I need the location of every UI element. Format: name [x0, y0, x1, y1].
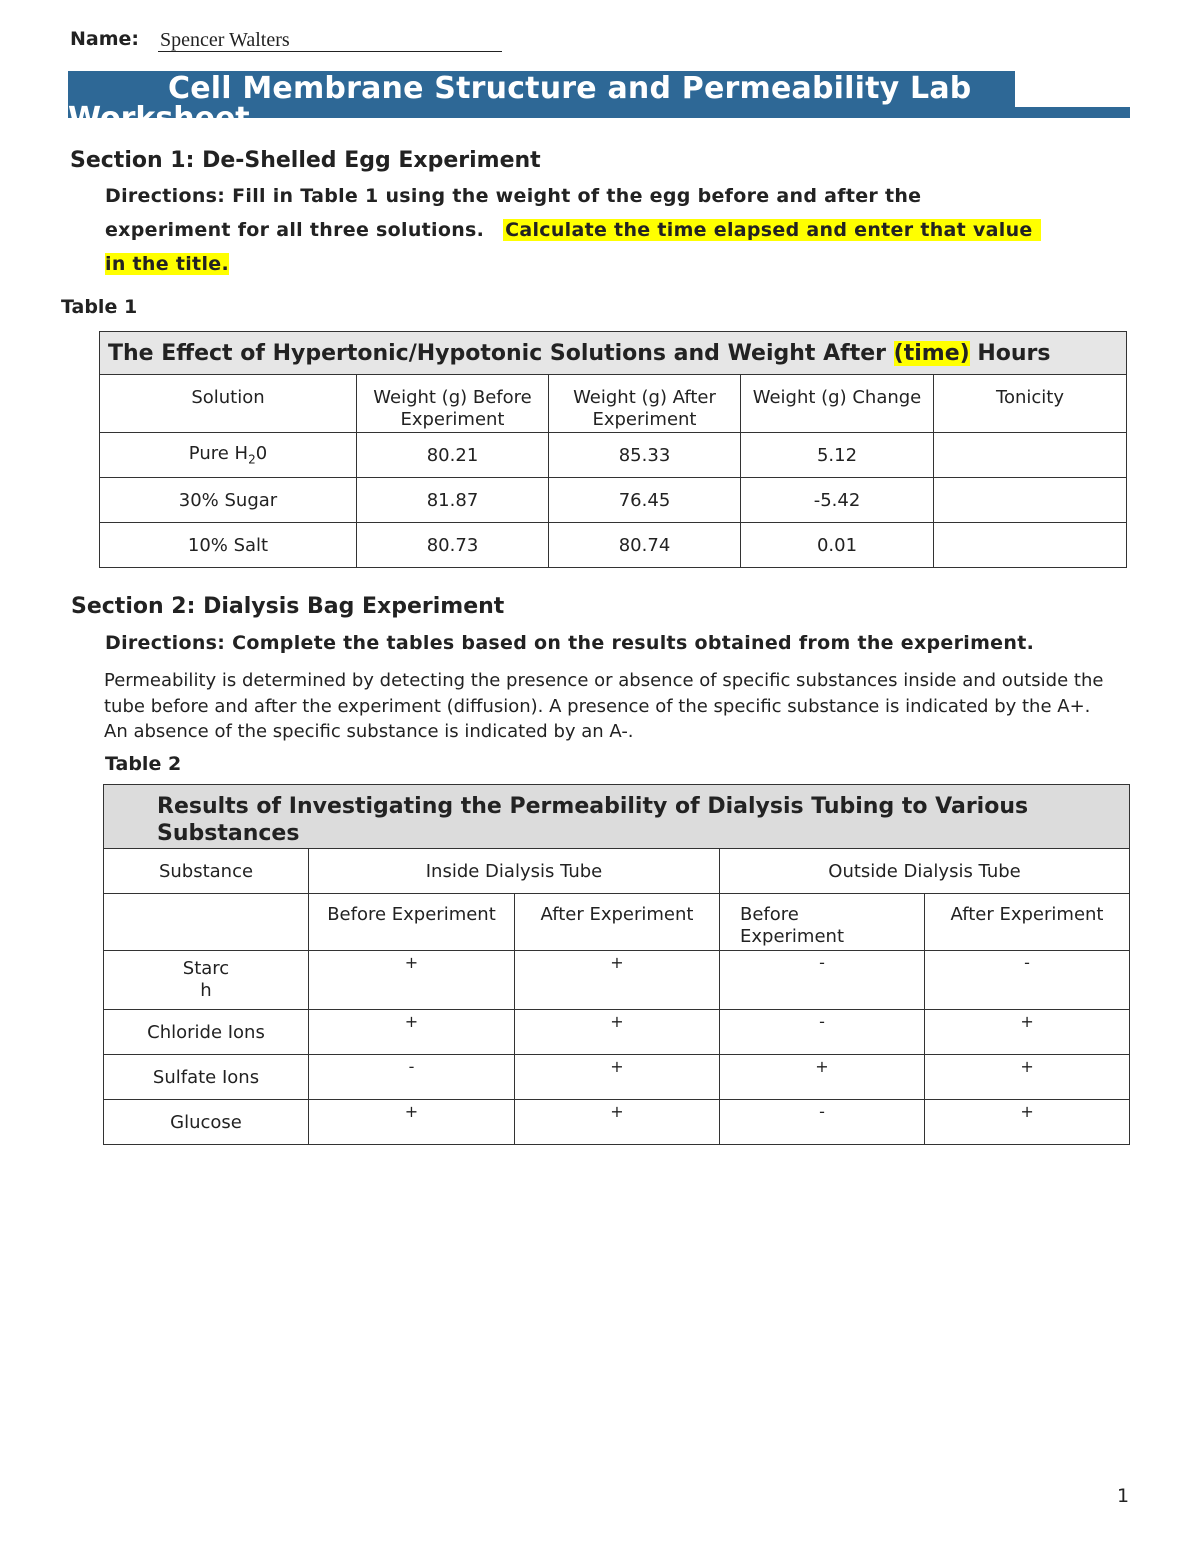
table-row [100, 433, 1127, 478]
inside-after-cell[interactable]: + [515, 1010, 720, 1055]
outside-before-cell[interactable]: - [720, 1100, 925, 1145]
outside-after-cell[interactable]: + [925, 1010, 1130, 1055]
tonicity-cell[interactable] [934, 523, 1127, 568]
title-banner [68, 71, 1015, 136]
change-cell[interactable]: 5.12 [741, 433, 934, 478]
table-row [100, 523, 1127, 568]
before-cell[interactable]: 80.21 [357, 433, 549, 478]
table1-title-hours: Hours [969, 340, 1051, 366]
table1-header-change: Weight (g) Change [741, 375, 934, 433]
inside-after-cell[interactable]: + [515, 1055, 720, 1100]
tonicity-cell[interactable] [934, 433, 1127, 478]
solution-text: Pure H [188, 443, 249, 465]
table-row [104, 1010, 1130, 1055]
section1-directions-text: experiment for all three solutions. [105, 219, 485, 241]
table2-title: Results of Investigating the Permeability of Dialysis Tubing to Various Substances [104, 785, 1130, 849]
section1-directions-line3 [105, 247, 229, 281]
outside-after-cell[interactable]: - [925, 951, 1130, 1010]
outside-before-cell[interactable]: + [720, 1055, 925, 1100]
document-title-overflow: Worksheet [68, 101, 250, 136]
before-cell[interactable]: 80.73 [357, 523, 549, 568]
table2-header-outside-after: After Experiment [925, 894, 1130, 951]
substance-cell [104, 951, 309, 1010]
section2-directions: Directions: Complete the tables based on the results obtained from the experiment. [105, 632, 1035, 654]
inside-before-cell[interactable]: - [309, 1055, 515, 1100]
table1-title-time: (time) [893, 340, 970, 366]
table2 [103, 784, 1130, 1145]
substance-cell: Sulfate Ions [104, 1055, 309, 1100]
table1-header-after: Weight (g) After Experiment [549, 375, 741, 433]
after-cell[interactable]: 76.45 [549, 478, 741, 523]
page-number: 1 [1117, 1485, 1130, 1507]
solution-cell: 10% Salt [100, 523, 357, 568]
table-row [104, 1100, 1130, 1145]
solution-subscript: 2 [248, 452, 256, 467]
outside-before-cell[interactable]: - [720, 1010, 925, 1055]
table2-header-inside-after: After Experiment [515, 894, 720, 951]
table2-header-inside-before: Before Experiment [309, 894, 515, 951]
table2-header-inside: Inside Dialysis Tube [309, 849, 720, 894]
name-label: Name: [70, 28, 140, 50]
table-row [104, 1055, 1130, 1100]
highlighted-instruction: Calculate the time elapsed and enter that value [503, 219, 1041, 241]
name-field[interactable]: Spencer Walters [158, 29, 502, 52]
table1-label: Table 1 [61, 296, 138, 318]
table1-header-tonicity: Tonicity [934, 375, 1127, 433]
inside-before-cell[interactable]: + [309, 951, 515, 1010]
section1-heading: Section 1: De-Shelled Egg Experiment [70, 148, 541, 173]
outside-after-cell[interactable]: + [925, 1055, 1130, 1100]
table-row [100, 478, 1127, 523]
inside-before-cell[interactable]: + [309, 1010, 515, 1055]
section2-heading: Section 2: Dialysis Bag Experiment [71, 594, 505, 619]
permeability-paragraph: Permeability is determined by detecting the presence or absence of specific substances inside and outside the tube before and after the experiment (diffusion). A presence of the specific substance is indicated by the A+. An absence of the specific substance is indicated by an A-. [104, 670, 1104, 742]
change-cell[interactable]: -5.42 [741, 478, 934, 523]
substance-cell: Chloride Ions [104, 1010, 309, 1055]
change-cell[interactable]: 0.01 [741, 523, 934, 568]
solution-cell [100, 433, 357, 478]
table2-label: Table 2 [105, 753, 182, 775]
document-title: Cell Membrane Structure and Permeability Lab [168, 71, 972, 106]
highlighted-instruction-end: in the title. [105, 253, 229, 275]
table2-header-outside-before: Before Experiment [720, 894, 925, 951]
table2-header-substance: Substance [104, 849, 309, 894]
outside-before-cell[interactable]: - [720, 951, 925, 1010]
substance-text: Starc [182, 958, 230, 979]
inside-after-cell[interactable]: + [515, 951, 720, 1010]
tonicity-cell[interactable] [934, 478, 1127, 523]
substance-text-wrap: h [200, 980, 212, 1001]
table2-header-outside: Outside Dialysis Tube [720, 849, 1130, 894]
after-cell[interactable]: 80.74 [549, 523, 741, 568]
table1 [99, 331, 1127, 568]
table-row [104, 951, 1130, 1010]
table1-header-before: Weight (g) Before Experiment [357, 375, 549, 433]
after-cell[interactable]: 85.33 [549, 433, 741, 478]
table2-header-blank [104, 894, 309, 951]
outside-after-cell[interactable]: + [925, 1100, 1130, 1145]
solution-text-end: 0 [255, 443, 268, 465]
substance-cell: Glucose [104, 1100, 309, 1145]
inside-after-cell[interactable]: + [515, 1100, 720, 1145]
section1-directions-line2 [105, 213, 1041, 247]
table1-title[interactable] [100, 332, 1127, 375]
inside-before-cell[interactable]: + [309, 1100, 515, 1145]
solution-cell: 30% Sugar [100, 478, 357, 523]
section1-directions-line1: Directions: Fill in Table 1 using the weight of the egg before and after the [105, 185, 922, 207]
table1-title-text: The Effect of Hypertonic/Hypotonic Solutions and Weight After [108, 340, 894, 366]
before-cell[interactable]: 81.87 [357, 478, 549, 523]
table1-header-solution: Solution [100, 375, 357, 433]
